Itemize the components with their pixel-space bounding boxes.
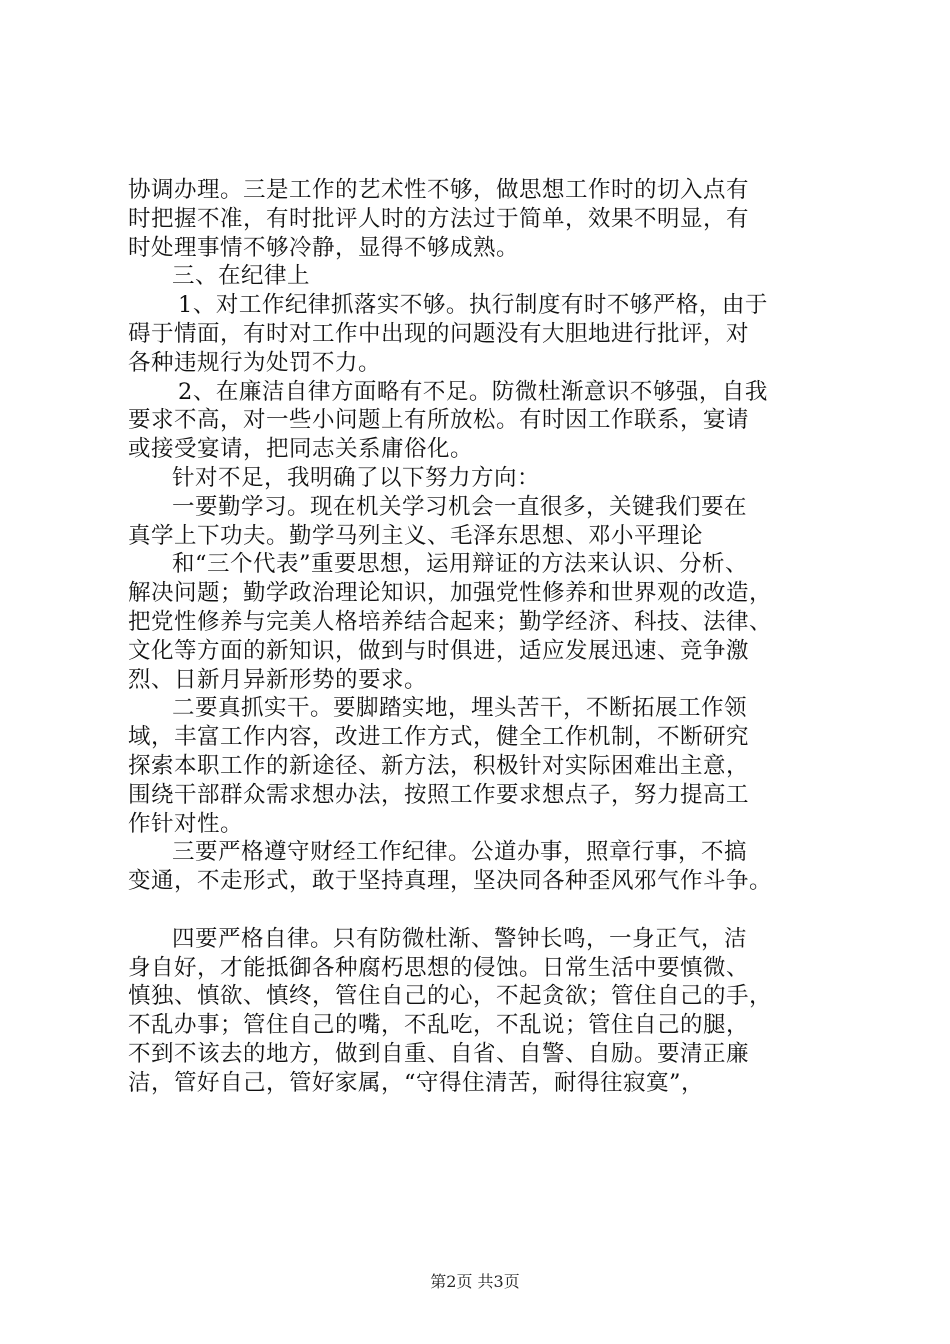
text-line: 时把握不准，有时批评人时的方法过于简单，效果不明显，有 <box>128 205 750 232</box>
text-line: 不到不该去的地方，做到自重、自省、自警、自励。要清正廉 <box>128 1040 750 1067</box>
text-line: 解决问题；勤学政治理论知识，加强党性修养和世界观的改造， <box>128 580 773 607</box>
text-line: 慎独、慎欲、慎终，管住自己的心，不起贪欲；管住自己的手， <box>128 983 773 1010</box>
page-footer: 第2页 共3页 <box>430 1272 520 1291</box>
text-line: 围绕干部群众需求想办法，按照工作要求想点子，努力提高工 <box>128 781 750 808</box>
text-line: 碍于情面，有时对工作中出现的问题没有大胆地进行批评，对 <box>128 320 750 347</box>
text-line: 真学上下功夫。勤学马列主义、毛泽东思想、邓小平理论 <box>128 522 704 549</box>
text-line: 一要勤学习。现在机关学习机会一直很多，关键我们要在 <box>172 493 748 520</box>
text-line: 变通，不走形式，敢于坚持真理，坚决同各种歪风邪气作斗争。 <box>128 868 773 895</box>
text-line: 域，丰富工作内容，改进工作方式，健全工作机制，不断研究 <box>128 724 750 751</box>
text-line: 探索本职工作的新途径、新方法，积极针对实际困难出主意， <box>128 752 750 779</box>
text-line: 1、对工作纪律抓落实不够。执行制度有时不够严格，由于 <box>178 292 768 319</box>
paragraph-gap <box>128 896 833 925</box>
text-line: 协调办理。三是工作的艺术性不够，做思想工作时的切入点有 <box>128 177 750 203</box>
text-line: 2、在廉洁自律方面略有不足。防微杜渐意识不够强，自我 <box>178 378 768 405</box>
text-line: 作针对性。 <box>128 810 244 837</box>
section-heading: 三、在纪律上 <box>172 263 311 290</box>
text-line: 和“三个代表”重要思想，运用辩证的方法来认识、分析、 <box>172 551 749 578</box>
text-line: 烈、日新月异新形势的要求。 <box>128 666 428 693</box>
text-line: 时处理事情不够冷静，显得不够成熟。 <box>128 234 520 261</box>
text-line: 文化等方面的新知识，做到与时俱进，适应发展迅速、竞争激 <box>128 637 750 664</box>
document-body <box>128 176 833 1098</box>
text-line: 要求不高，对一些小问题上有所放松。有时因工作联系，宴请 <box>128 407 750 434</box>
text-line: 三要严格遵守财经工作纪律。公道办事，照章行事，不搞 <box>172 839 748 866</box>
text-line: 针对不足，我明确了以下努力方向： <box>172 464 541 491</box>
text-line: 把党性修养与完美人格培养结合起来；勤学经济、科技、法律、 <box>128 608 773 635</box>
text-line: 不乱办事；管住自己的嘴，不乱吃，不乱说；管住自己的腿， <box>128 1012 750 1039</box>
text-line: 身自好，才能抵御各种腐朽思想的侵蚀。日常生活中要慎微、 <box>128 954 750 981</box>
text-line: 洁，管好自己，管好家属，“守得住清苦，耐得往寂寞”， <box>128 1069 705 1096</box>
text-line: 四要严格自律。只有防微杜渐、警钟长鸣，一身正气，洁 <box>172 925 748 952</box>
text-line: 或接受宴请，把同志关系庸俗化。 <box>128 436 474 463</box>
text-line: 各种违规行为处罚不力。 <box>128 349 382 376</box>
text-line: 二要真抓实干。要脚踏实地，埋头苦干，不断拓展工作领 <box>172 695 748 722</box>
